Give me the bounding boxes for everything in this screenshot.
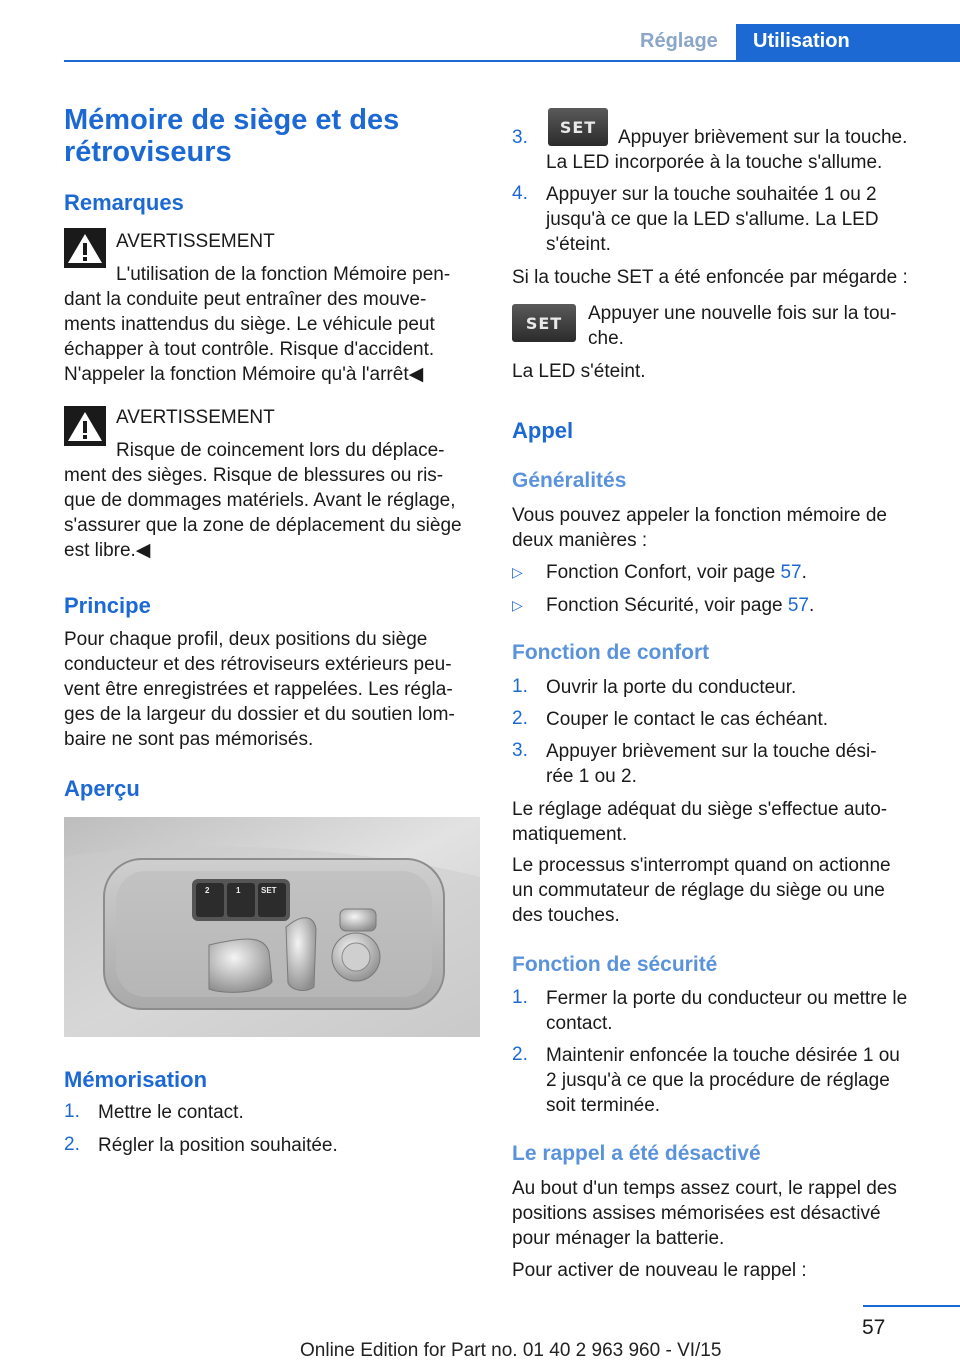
- principe-line: ges de la largeur du dossier et du soutien lom‐: [64, 704, 455, 725]
- warning2-line: est libre.◀: [64, 540, 151, 561]
- confort-step-text: rée 1 ou 2.: [546, 766, 637, 787]
- generalites-text: deux manières :: [512, 530, 648, 551]
- confort-step-text: Ouvrir la porte du conducteur.: [546, 677, 797, 698]
- again-text: Appuyer une nouvelle fois sur la tou‐: [588, 303, 897, 324]
- tab-utilisation[interactable]: [736, 24, 960, 62]
- warning2-line: Risque de coincement lors du déplace‐: [116, 440, 445, 461]
- securite-step-text: Maintenir enfoncée la touche désirée 1 ou: [546, 1045, 900, 1066]
- heading-appel: Appel: [512, 418, 574, 443]
- step-number: 2.: [64, 1134, 80, 1155]
- tab-reglage[interactable]: Réglage: [640, 30, 718, 52]
- mem-step-text: Régler la position souhaitée.: [98, 1135, 338, 1156]
- confort-para: un commutateur de réglage du siège ou une: [512, 880, 885, 901]
- principe-line: baire ne sont pas mémorisés.: [64, 729, 314, 750]
- step-number: 2.: [512, 1044, 528, 1065]
- warning1-title: AVERTISSEMENT: [116, 231, 275, 252]
- warning1-line: N'appeler la fonction Mémoire qu'à l'arrêt◀: [64, 364, 424, 385]
- warning1-line: dant la conduite peut entraîner des mouve‐: [64, 289, 427, 310]
- confort-para: Le réglage adéquat du siège s'effectue auto‐: [512, 799, 888, 820]
- bullet-triangle-icon: ▷: [512, 564, 523, 580]
- warning-icon: [64, 406, 106, 446]
- warning2-title: AVERTISSEMENT: [116, 407, 275, 428]
- footer-rule: [863, 1305, 960, 1307]
- securite-step-text: 2 jusqu'à ce que la procédure de réglage: [546, 1070, 890, 1091]
- securite-step-text: contact.: [546, 1013, 613, 1034]
- page-link[interactable]: 57: [787, 595, 809, 616]
- set-button-icon: [548, 108, 608, 146]
- step3-text: Appuyer brièvement sur la touche.: [618, 127, 908, 148]
- securite-step-text: Fermer la porte du conducteur ou mettre le: [546, 988, 908, 1009]
- page-number: 57: [862, 1316, 886, 1339]
- header-rule: [64, 60, 960, 62]
- warning1-line: échapper à tout contrôle. Risque d'accident.: [64, 339, 435, 360]
- confort-para: Le processus s'interrompt quand on actionne: [512, 855, 891, 876]
- page-title-line2: rétroviseurs: [64, 136, 232, 168]
- confort-step-text: Couper le contact le cas échéant.: [546, 709, 829, 730]
- step4-text: jusqu'à ce que la LED s'allume. La LED: [546, 209, 879, 230]
- heading-fonction-securite: Fonction de sécurité: [512, 953, 718, 976]
- set-button-label: SET: [559, 117, 597, 137]
- bullet-triangle-icon: ▷: [512, 597, 523, 613]
- bullet-item: Fonction Sécurité, voir page 57.: [546, 595, 815, 616]
- principe-line: conducteur et des rétroviseurs extérieurs peu‐: [64, 654, 452, 675]
- reactivate-text: Pour activer de nouveau le rappel :: [512, 1260, 807, 1281]
- photo-button-set: SET: [261, 886, 277, 895]
- step-number: 1.: [64, 1101, 80, 1122]
- warning-icon: [64, 228, 106, 268]
- heading-memorisation: Mémorisation: [64, 1067, 208, 1092]
- step-number: 4.: [512, 183, 528, 204]
- photo-button-2: 2: [205, 886, 210, 895]
- warning2-line: s'assurer que la zone de déplacement du siège: [64, 515, 462, 536]
- step4-text: Appuyer sur la touche souhaitée 1 ou 2: [546, 184, 877, 205]
- heading-remarques: Remarques: [64, 190, 184, 215]
- heading-rappel-desactive: Le rappel a été désactivé: [512, 1142, 761, 1165]
- confort-para: des touches.: [512, 905, 620, 926]
- rappel-text: positions assises mémorisées est désactivé: [512, 1203, 881, 1224]
- mistake-text: Si la touche SET a été enfoncée par mégarde :: [512, 267, 908, 288]
- warning1-line: ments inattendus du siège. Le véhicule peut: [64, 314, 435, 335]
- step-number: 3.: [512, 740, 528, 761]
- again-text: che.: [588, 328, 624, 349]
- step-number: 1.: [512, 676, 528, 697]
- rappel-text: pour ménager la batterie.: [512, 1228, 725, 1249]
- edition-footer: Online Edition for Part no. 01 40 2 963 960 - VI/15: [300, 1340, 722, 1361]
- step3-text: La LED incorporée à la touche s'allume.: [546, 152, 883, 173]
- confort-para: matiquement.: [512, 824, 628, 845]
- generalites-text: Vous pouvez appeler la fonction mémoire de: [512, 505, 887, 526]
- warning1-line: L'utilisation de la fonction Mémoire pen‐: [116, 264, 451, 285]
- securite-step-text: soit terminée.: [546, 1095, 661, 1116]
- heading-apercu: Aperçu: [64, 776, 140, 801]
- set-button-icon: [512, 304, 576, 342]
- photo-button-1: 1: [236, 886, 241, 895]
- confort-step-text: Appuyer brièvement sur la touche dési‐: [546, 741, 877, 762]
- principe-line: Pour chaque profil, deux positions du siège: [64, 629, 428, 650]
- seat-controls-photo: [64, 817, 480, 1037]
- tab-utilisation-label: Utilisation: [753, 30, 850, 52]
- step-number: 2.: [512, 708, 528, 729]
- warning2-line: ment des sièges. Risque de blessures ou ris‐: [64, 465, 444, 486]
- step-number: 1.: [512, 987, 528, 1008]
- warning2-line: que de dommages matériels. Avant le réglage,: [64, 490, 456, 511]
- led-off-text: La LED s'éteint.: [512, 361, 646, 382]
- principe-line: vent être enregistrées et rappelées. Les régla‐: [64, 679, 453, 700]
- bullet-item: Fonction Confort, voir page 57.: [546, 562, 807, 583]
- heading-principe: Principe: [64, 593, 151, 618]
- step-number: 3.: [512, 127, 528, 148]
- heading-generalites: Généralités: [512, 469, 627, 492]
- page-link[interactable]: 57: [780, 562, 802, 583]
- rappel-text: Au bout d'un temps assez court, le rappel des: [512, 1178, 897, 1199]
- heading-fonction-confort: Fonction de confort: [512, 641, 710, 664]
- step4-text: s'éteint.: [546, 234, 611, 255]
- set-button-label: SET: [525, 313, 563, 333]
- page-title-line1: Mémoire de siège et des: [64, 104, 400, 136]
- mem-step-text: Mettre le contact.: [98, 1102, 244, 1123]
